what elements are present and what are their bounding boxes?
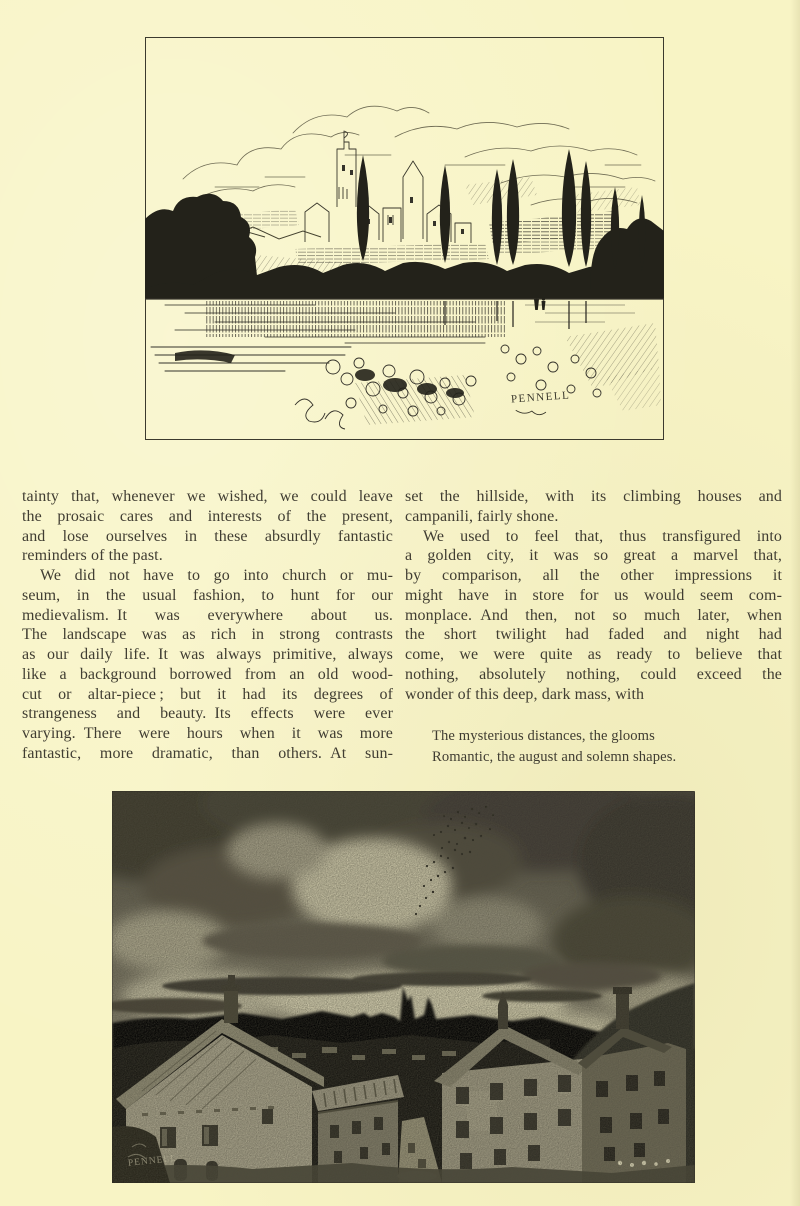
text-line: seum, in the usual fashion, to hunt for our — [22, 586, 393, 604]
sky-hatch-patch — [569, 187, 641, 213]
body-text — [22, 487, 782, 767]
text-line: might have in store for us would seem com- — [405, 586, 782, 604]
text-line: the prosaic cares and interests of the present, — [22, 507, 393, 525]
verse-quote — [405, 726, 782, 767]
left-column — [22, 487, 393, 767]
paragraph — [405, 487, 782, 527]
text-line: strangeness and beauty. Its effects were ever — [22, 705, 393, 723]
right-column — [405, 487, 782, 767]
text-line: and lose ourselves in these absurdly fantastic — [22, 527, 393, 545]
text-line: like a background borrowed from an old wood- — [22, 665, 393, 683]
text-line: varying. There were hours when it was more — [22, 725, 393, 742]
text-line: Romantic, the august and solemn shapes. — [432, 748, 677, 765]
text-line: as our daily life. It was always primitive, always — [22, 646, 393, 663]
signature-text: PENNELL — [510, 389, 571, 406]
text-line: wonder of this deep, dark mass, with — [405, 685, 645, 703]
text-line: by comparison, all the other impressions it — [405, 567, 782, 584]
text-line: tainty that, whenever we wished, we could leave — [22, 488, 393, 505]
text-line: come, we were quite as ready to believe that — [405, 646, 782, 663]
top-illustration — [145, 37, 664, 440]
paragraph — [22, 566, 393, 764]
text-line: a golden city, it was so great a marvel that, — [405, 547, 782, 565]
text-line: nothing, absolutely nothing, could exceed the — [405, 665, 782, 683]
text-line: reminders of the past. — [22, 547, 163, 565]
text-line: campanili, fairly shone. — [405, 507, 559, 525]
text-line: We used to feel that, thus transfigured into — [423, 527, 782, 545]
text-line: set the hillside, with its climbing houses and — [405, 488, 782, 505]
twilight-town-image — [112, 791, 695, 1183]
text-line: the short twilight had faded and night had — [405, 626, 782, 644]
text-line: fantastic, more dramatic, than others. At sun- — [22, 744, 393, 762]
text-line: The mysterious distances, the glooms — [432, 728, 655, 745]
text-line: monplace. And then, not so much later, when — [405, 606, 782, 624]
print-grain — [112, 791, 695, 1183]
paragraph — [405, 527, 782, 705]
text-line: medievalism. It was everywhere about us. — [22, 606, 393, 624]
text-line: The landscape was as rich in strong contrasts — [22, 626, 393, 644]
text-line: We did not have to go into church or mu- — [40, 567, 393, 584]
pen-ink-landscape-image — [145, 37, 664, 440]
paragraph — [22, 487, 393, 566]
bottom-illustration — [112, 791, 695, 1183]
text-line: cut or altar-piece ; but it had its degrees of — [22, 685, 393, 703]
artist-signature — [511, 389, 572, 416]
